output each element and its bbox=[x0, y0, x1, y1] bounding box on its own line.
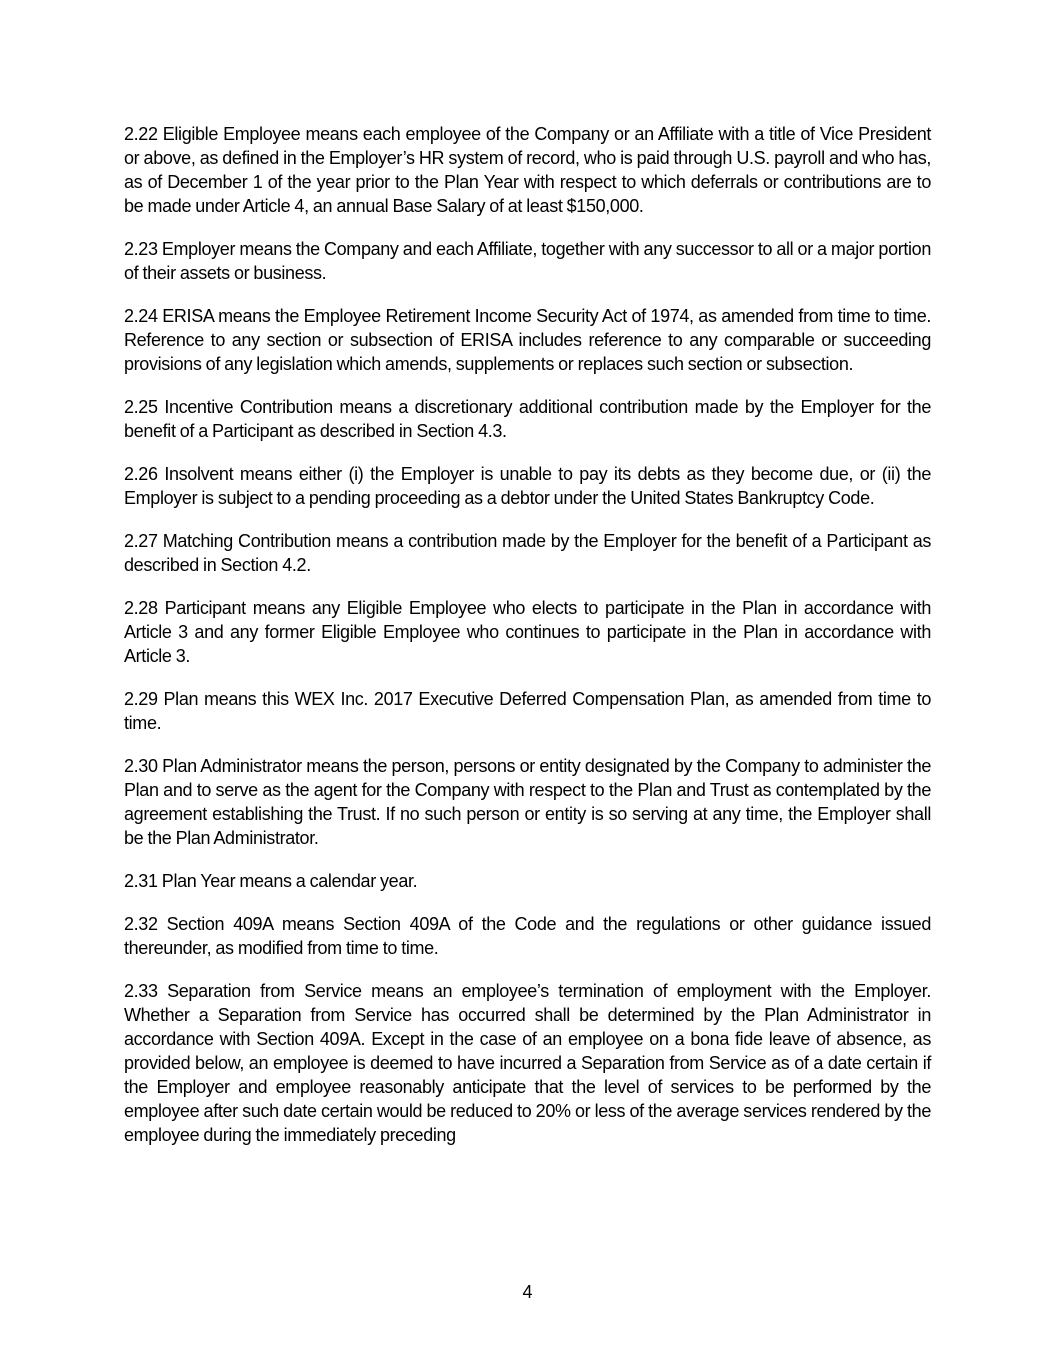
defined-term: Plan Year bbox=[161, 871, 236, 891]
section-number: 2.32 bbox=[124, 914, 158, 934]
defined-term: Insolvent bbox=[164, 464, 234, 484]
definition-text: means the person, persons or entity designated by the Company to administer the Plan and to serve as the agent for the Company with respect to the Plan and Trust as contemplated by the agreement establishing the Trust. If no such person or entity is so serving at any time, the Employer shall be the Plan Administrator. bbox=[124, 756, 932, 848]
definition-text: means the Company and each Affiliate, together with any successor to all or a major portion of their assets or business. bbox=[124, 239, 931, 283]
section-number: 2.23 bbox=[124, 239, 158, 259]
section-2-25 bbox=[124, 395, 931, 443]
section-number: 2.25 bbox=[124, 397, 158, 417]
defined-term: ERISA bbox=[162, 306, 214, 326]
section-number: 2.33 bbox=[124, 981, 158, 1001]
section-number: 2.29 bbox=[124, 689, 158, 709]
definition-text: means a contribution made by the Employer for the benefit of a Participant as described in Section 4.2. bbox=[124, 531, 932, 575]
definition-text: means a calendar year. bbox=[239, 871, 418, 891]
section-number: 2.30 bbox=[124, 756, 158, 776]
defined-term: Section 409A bbox=[166, 914, 273, 934]
section-number: 2.27 bbox=[124, 531, 158, 551]
section-number: 2.22 bbox=[124, 124, 158, 144]
section-2-27 bbox=[124, 529, 931, 577]
section-2-26 bbox=[124, 462, 931, 510]
document-body bbox=[124, 122, 931, 1166]
definition-text: means Section 409A of the Code and the regulations or other guidance issued thereunder, as modified from time to time. bbox=[124, 914, 931, 958]
section-2-32 bbox=[124, 912, 931, 960]
defined-term: Plan bbox=[163, 689, 199, 709]
section-2-29 bbox=[124, 687, 931, 735]
defined-term: Employer bbox=[161, 239, 236, 259]
section-2-22 bbox=[124, 122, 931, 218]
definition-text: means either (i) the Employer is unable to pay its debts as they become due, or (ii) the Employer is subject to a pending proceeding as a debtor under the United States Bankruptcy Code. bbox=[124, 464, 931, 508]
definition-text: means each employee of the Company or an Affiliate with a title of Vice President or above, as defined in the Employer’s HR system of record, who is paid through U.S. payroll and who has, as of December 1 of the year prior to the Plan Year with respect to which deferrals or contributions are to be made under Article 4, an annual Base Salary of at least $150,000. bbox=[124, 124, 932, 216]
section-number: 2.31 bbox=[124, 871, 158, 891]
definition-text: means an employee’s termination of employment with the Employer. Whether a Separation from Service has occurred shall be determined by the Plan Administrator in accordance with Section 409A. Except in the case of an employee on a bona fide leave of absence, as provided below, an employee is deemed to have incurred a Separation from Service as of a date certain if the Employer and employee reasonably anticipate that the level of services to be performed by the employee after such date certain would be reduced to 20% or less of the average services rendered by the employee during the immediately preceding bbox=[124, 981, 932, 1145]
definition-text: means a discretionary additional contribution made by the Employer for the benefit of a Participant as described in Section 4.3. bbox=[124, 397, 931, 441]
definition-text: means this WEX Inc. 2017 Executive Deferred Compensation Plan, as amended from time to time. bbox=[124, 689, 932, 733]
section-2-31 bbox=[124, 869, 931, 893]
definition-text: means any Eligible Employee who elects to participate in the Plan in accordance with Article 3 and any former Eligible Employee who continues to participate in the Plan in accordance with Article 3. bbox=[124, 598, 932, 666]
defined-term: Plan Administrator bbox=[162, 756, 302, 776]
section-2-24 bbox=[124, 304, 931, 376]
defined-term: Separation from Service bbox=[167, 981, 362, 1001]
section-number: 2.26 bbox=[124, 464, 158, 484]
defined-term: Eligible Employee bbox=[162, 124, 301, 144]
page-number: 4 bbox=[522, 1282, 533, 1302]
section-2-23 bbox=[124, 237, 931, 285]
defined-term: Participant bbox=[164, 598, 246, 618]
definition-text: means the Employee Retirement Income Security Act of 1974, as amended from time to time. Reference to any section or subsection of ERISA includes reference to any comparable or succeeding provisions of any legislation which amends, supplements or replaces such section or subsection. bbox=[124, 306, 932, 374]
defined-term: Incentive Contribution bbox=[164, 397, 333, 417]
section-2-30 bbox=[124, 754, 931, 850]
section-number: 2.24 bbox=[124, 306, 158, 326]
section-number: 2.28 bbox=[124, 598, 158, 618]
defined-term: Matching Contribution bbox=[162, 531, 331, 551]
section-2-33 bbox=[124, 979, 931, 1147]
section-2-28 bbox=[124, 596, 931, 668]
